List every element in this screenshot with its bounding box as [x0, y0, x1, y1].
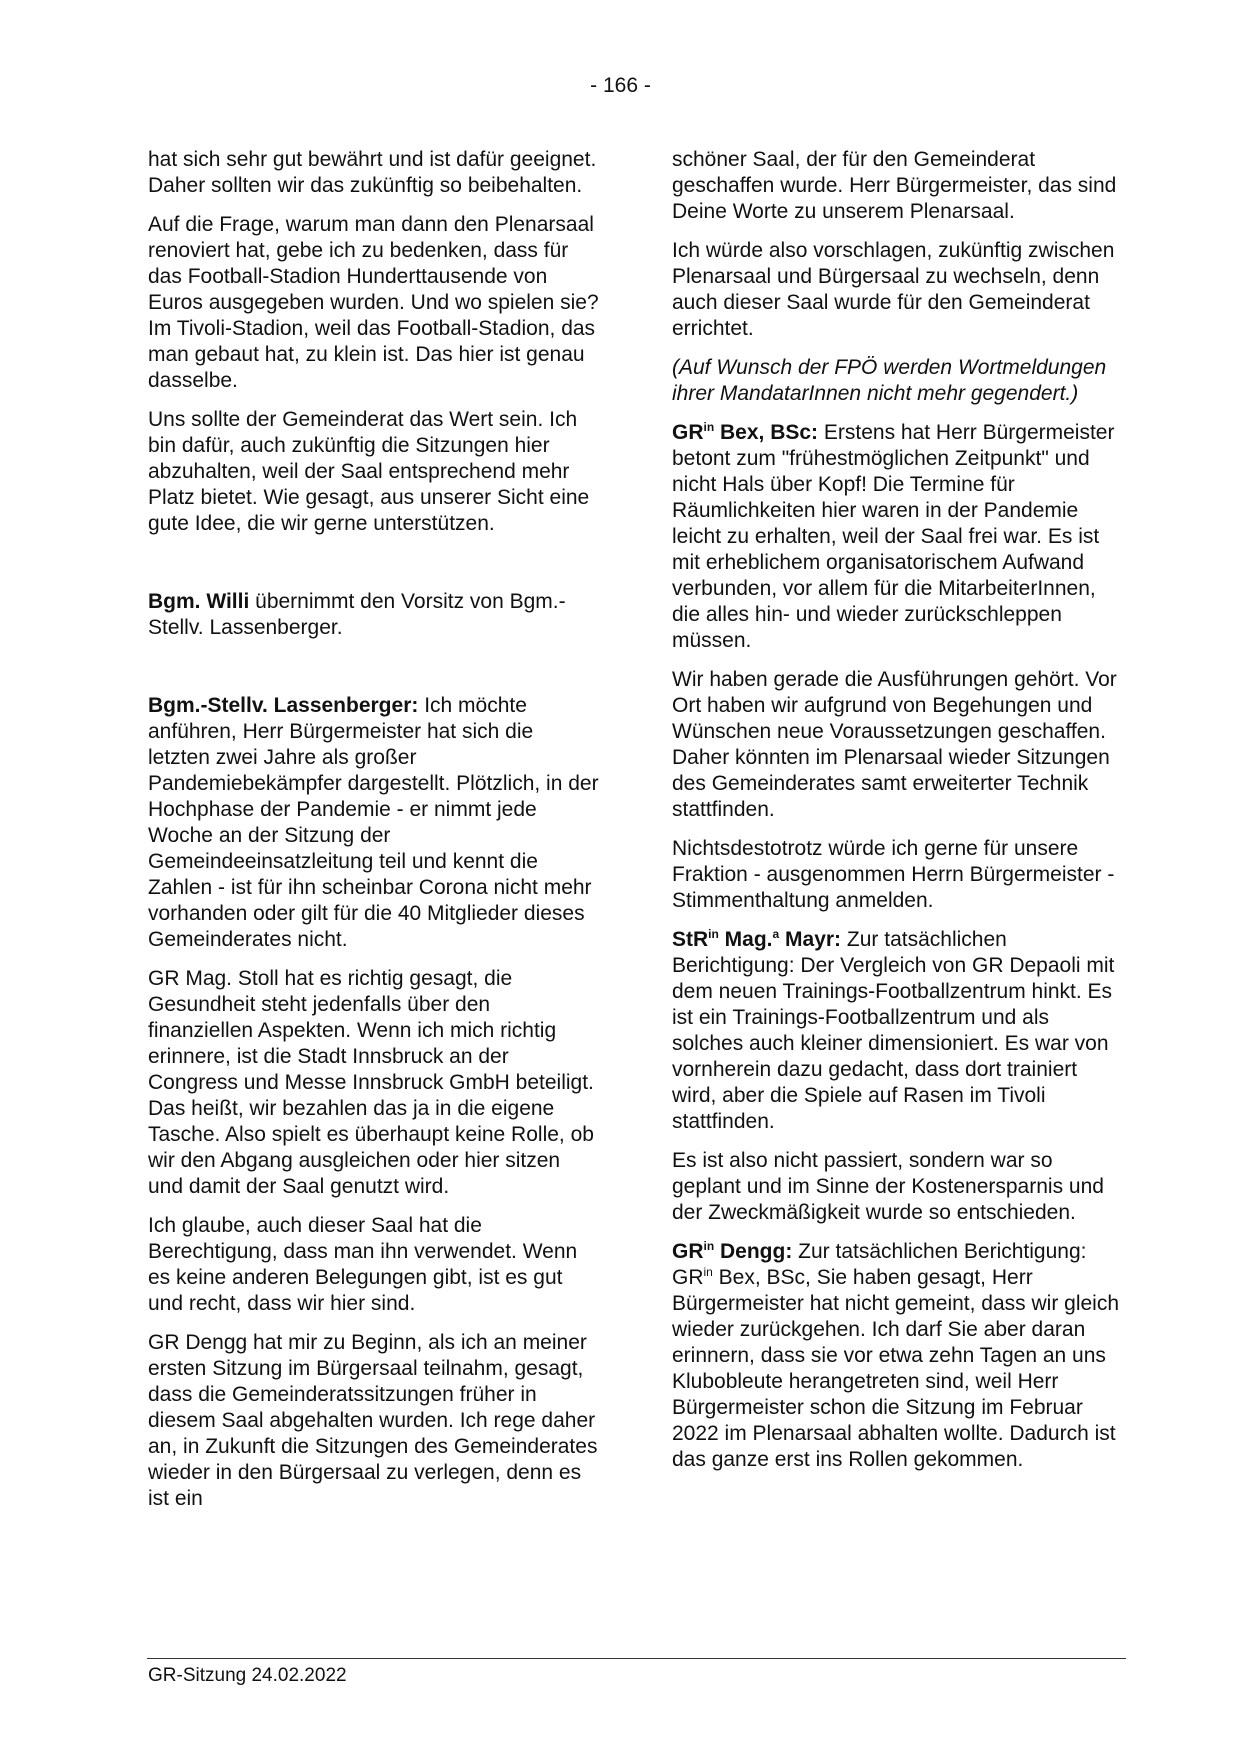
- footer-divider: [147, 1658, 1126, 1659]
- speaker-name: $GR^{in}$ Bex, BSc:: [672, 420, 819, 444]
- paragraph-text: Ich möchte anführen, Herr Bürgermeister hat sich die letzten zwei Jahre als großer Pandemiebekämpfer dargestellt. Plötzlich, in der Hochphase der Pandemie - er nimmt jede Woche an der Sitzung der Gemeindeeinsatzleitung teil und kennt die Zahlen - ist für ihn scheinbar Corona nicht mehr vorhanden oder gilt für die 40 Mitglieder dieses Gemeinderates nicht.: [148, 694, 599, 951]
- paragraph: Ich glaube, auch dieser Saal hat die Berechtigung, dass man ihn verwendet. Wenn es keine anderen Belegungen gibt, ist es gut und recht, dass wir hier sind.: [148, 1214, 578, 1315]
- paragraph: schöner Saal, der für den Gemeinderat geschaffen wurde. Herr Bürgermeister, das sind Deine Worte zu unserem Plenarsaal.: [672, 148, 1117, 223]
- speech-paragraph: [672, 1239, 1124, 1473]
- paragraph-text: Erstens hat Herr Bürgermeister betont zum "frühestmöglichen Zeitpunkt" und nicht Hals über Kopf! Die Termine für Räumlichkeiten hier waren in der Pandemie leicht zu erhalten, weil der Saal frei war. Es ist mit erheblichem organisatorischem Aufwand verbunden, vor allem für die MitarbeiterInnen, die alles hin- und wieder zurückschleppen müssen.: [672, 421, 1115, 652]
- speech-paragraph: [672, 927, 1124, 1135]
- paragraph: Wir haben gerade die Ausführungen gehört. Vor Ort haben wir aufgrund von Begehungen und Wünschen neue Voraussetzungen geschaffen. Daher könnten im Plenarsaal wieder Sitzungen des Gemeinderates samt erweiterter Technik stattfinden.: [672, 668, 1117, 821]
- speaker-name: Bgm.-Stellv. Lassenberger:: [148, 694, 419, 717]
- paragraph-text: Zur tatsächlichen Berichtigung: Der Vergleich von GR Depaoli mit dem neuen Trainings-Footballzentrum hinkt. Es ist ein Trainings-Footballzentrum und als solches auch kleiner dimensioniert. Es war von vornherein dazu gedacht, dass dort trainiert wird, aber die Spiele auf Rasen im Tivoli stattfinden.: [672, 928, 1115, 1133]
- editorial-note: (Auf Wunsch der FPÖ werden Wortmeldungen ihrer MandatarInnen nicht mehr gegendert.): [672, 356, 1107, 405]
- speech-paragraph: [672, 420, 1124, 654]
- right-column: [672, 147, 1124, 1486]
- speaker-name: Bgm. Willi: [148, 590, 250, 613]
- paragraph-text: Zur tatsächlichen Berichtigung: $GR^{in}$ Bex, BSc, Sie haben gesagt, Herr Bürgermeister hat nicht gemeint, dass wir gleich wieder zurückgehen. Ich darf Sie aber daran erinnern, dass sie vor etwa zehn Tagen an uns Klubobleute herangetreten sind, weil Herr Bürgermeister schon die Sitzung im Februar 2022 im Plenarsaal abhalten wollte. Dadurch ist das ganze erst ins Rollen gekommen.: [672, 1240, 1120, 1471]
- paragraph: Uns sollte der Gemeinderat das Wert sein. Ich bin dafür, auch zukünftig die Sitzungen hier abzuhalten, weil der Saal entsprechend mehr Platz bietet. Wie gesagt, aus unserer Sicht eine gute Idee, die wir gerne unterstützen.: [148, 408, 590, 535]
- left-column: [148, 147, 600, 1525]
- page-number: - 166 -: [590, 74, 651, 97]
- speaker-name: StR$^{in}$ Mag.$^a$ Mayr:: [672, 927, 842, 951]
- paragraph: Nichtsdestotrotz würde ich gerne für unsere Fraktion - ausgenommen Herrn Bürgermeister - Stimmenthaltung anmelden.: [672, 837, 1115, 912]
- paragraph: GR Mag. Stoll hat es richtig gesagt, die Gesundheit steht jedenfalls über den finanziellen Aspekten. Wenn ich mich richtig erinnere, ist die Stadt Innsbruck an der Congress und Messe Innsbruck GmbH beteiligt. Das heißt, wir bezahlen das ja in die eigene Tasche. Also spielt es überhaupt keine Rolle, ob wir den Abgang ausgleichen oder hier sitzen und damit der Saal genutzt wird.: [148, 967, 594, 1198]
- paragraph-text: übernimmt den Vorsitz von Bgm.-Stellv. Lassenberger.: [148, 590, 566, 639]
- paragraph: Ich würde also vorschlagen, zukünftig zwischen Plenarsaal und Bürgersaal zu wechseln, denn auch dieser Saal wurde für den Gemeinderat errichtet.: [672, 239, 1115, 340]
- speech-paragraph: [148, 693, 600, 953]
- chair-change-paragraph: [148, 589, 600, 641]
- paragraph: hat sich sehr gut bewährt und ist dafür geeignet. Daher sollten wir das zukünftig so beibehalten.: [148, 148, 597, 197]
- paragraph: Auf die Frage, warum man dann den Plenarsaal renoviert hat, gebe ich zu bedenken, dass für das Football-Stadion Hunderttausende von Euros ausgegeben wurden. Und wo spielen sie? Im Tivoli-Stadion, weil das Football-Stadion, das man gebaut hat, zu klein ist. Das hier ist genau dasselbe.: [148, 213, 599, 392]
- speaker-name: $GR^{in}$ Dengg:: [672, 1239, 793, 1263]
- paragraph: Es ist also nicht passiert, sondern war so geplant und im Sinne der Kostenersparnis und der Zweckmäßigkeit wurde so entschieden.: [672, 1149, 1104, 1224]
- footer-text: GR-Sitzung 24.02.2022: [148, 1665, 347, 1686]
- paragraph: GR Dengg hat mir zu Beginn, als ich an meiner ersten Sitzung im Bürgersaal teilnahm, gesagt, dass die Gemeinderatssitzungen früher in diesem Saal abgehalten wurden. Ich rege daher an, in Zukunft die Sitzungen des Gemeinderates wieder in den Bürgersaal zu verlegen, denn es ist ein: [148, 1331, 598, 1510]
